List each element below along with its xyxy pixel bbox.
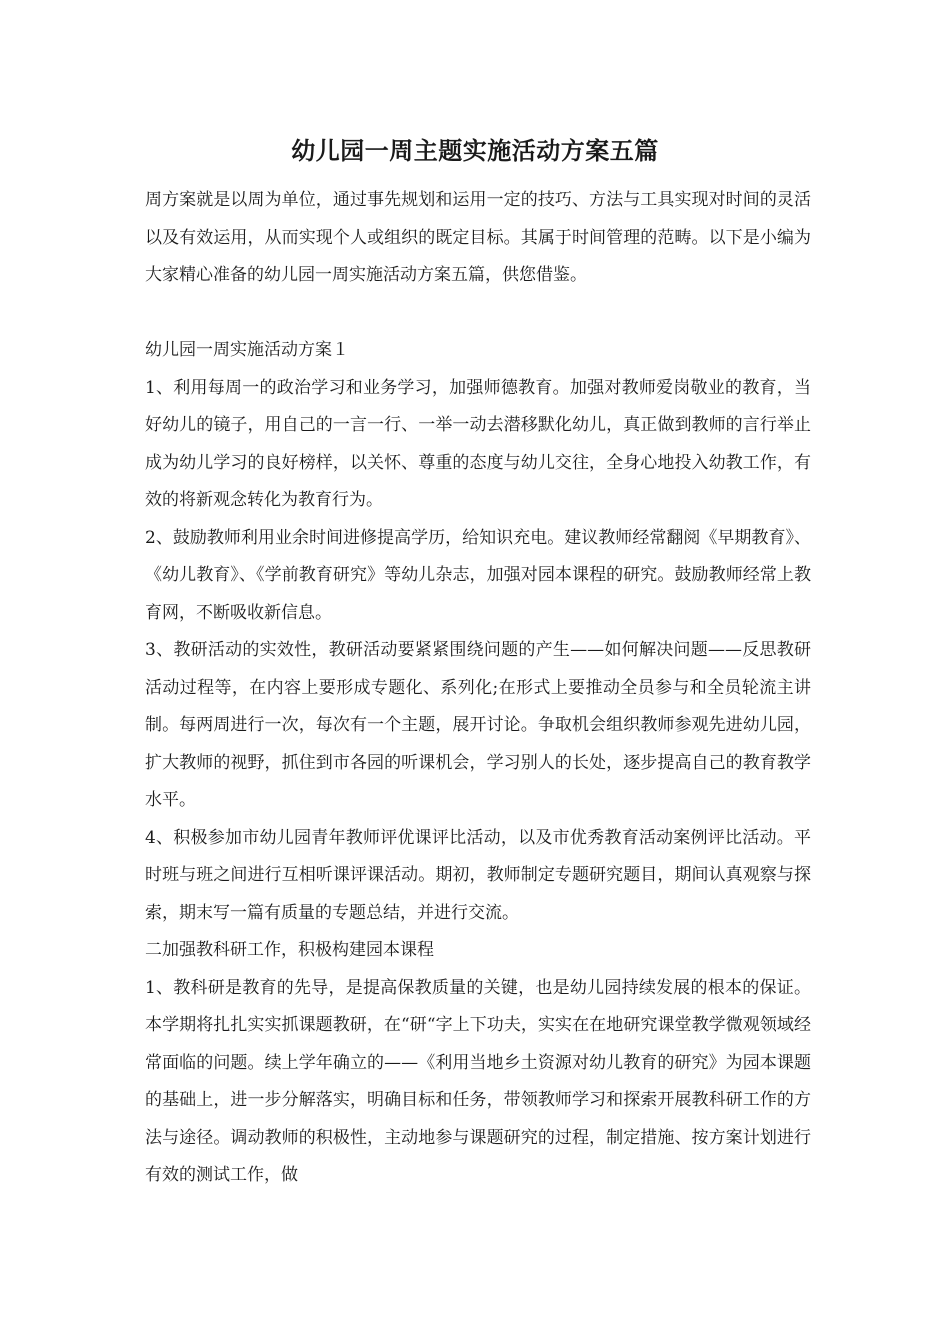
body-paragraph: 1、利用每周一的政治学习和业务学习，加强师德教育。加强对教师爱岗敬业的教育，当好幼儿的镜子，用自己的一言一行、一举一动去潜移默化幼儿，真正做到教师的言行举止成为幼儿学习的良好榜样，以关怀、尊重的态度与幼儿交往，全身心地投入幼教工作，有效的将新观念转化为教育行为。	[145, 377, 811, 510]
section-heading: 幼儿园一周实施活动方案１	[145, 340, 349, 360]
subsection-heading: 二加强教科研工作，积极构建园本课程	[145, 940, 434, 960]
intro-paragraph: 周方案就是以周为单位，通过事先规划和运用一定的技巧、方法与工具实现对时间的灵活以及有效运用，从而实现个人或组织的既定目标。其属于时间管理的范畴。以下是小编为大家精心准备的幼儿园一周实施活动方案五篇，供您借鉴。	[145, 190, 811, 285]
body-paragraph: 1、教科研是教育的先导，是提高保教质量的关键，也是幼儿园持续发展的根本的保证。本学期将扎扎实实抓课题教研，在“研“字上下功夫，实实在在地研究课堂教学微观领域经常面临的问题。续上学年确立的——《利用当地乡土资源对幼儿教育的研究》为园本课题的基础上，进一步分解落实，明确目标和任务，带领教师学习和探索开展教科研工作的方法与途径。调动教师的积极性，主动地参与课题研究的过程，制定措施、按方案计划进行有效的测试工作，做	[145, 977, 811, 1185]
body-paragraph: 4、积极参加市幼儿园青年教师评优课评比活动，以及市优秀教育活动案例评比活动。平时班与班之间进行互相听课评课活动。期初，教师制定专题研究题目，期间认真观察与探索，期末写一篇有质量的专题总结，并进行交流。	[145, 827, 811, 923]
document-body	[145, 182, 811, 1195]
document-title: 幼儿园一周主题实施活动方案五篇	[291, 136, 659, 165]
body-paragraph: 2、鼓励教师利用业余时间进修提高学历，给知识充电。建议教师经常翻阅《早期教育》、《幼儿教育》、《学前教育研究》等幼儿杂志，加强对园本课程的研究。鼓励教师经常上教育网，不断吸收新信息。	[145, 527, 811, 623]
paragraph-spacer	[145, 295, 811, 333]
body-paragraph: 3、教研活动的实效性，教研活动要紧紧围绕问题的产生——如何解决问题——反思教研活动过程等，在内容上要形成专题化、系列化;在形式上要推动全员参与和全员轮流主讲制。每两周进行一次，每次有一个主题，展开讨论。争取机会组织教师参观先进幼儿园，扩大教师的视野，抓住到市各园的听课机会，学习别人的长处，逐步提高自己的教育教学水平。	[145, 640, 811, 810]
